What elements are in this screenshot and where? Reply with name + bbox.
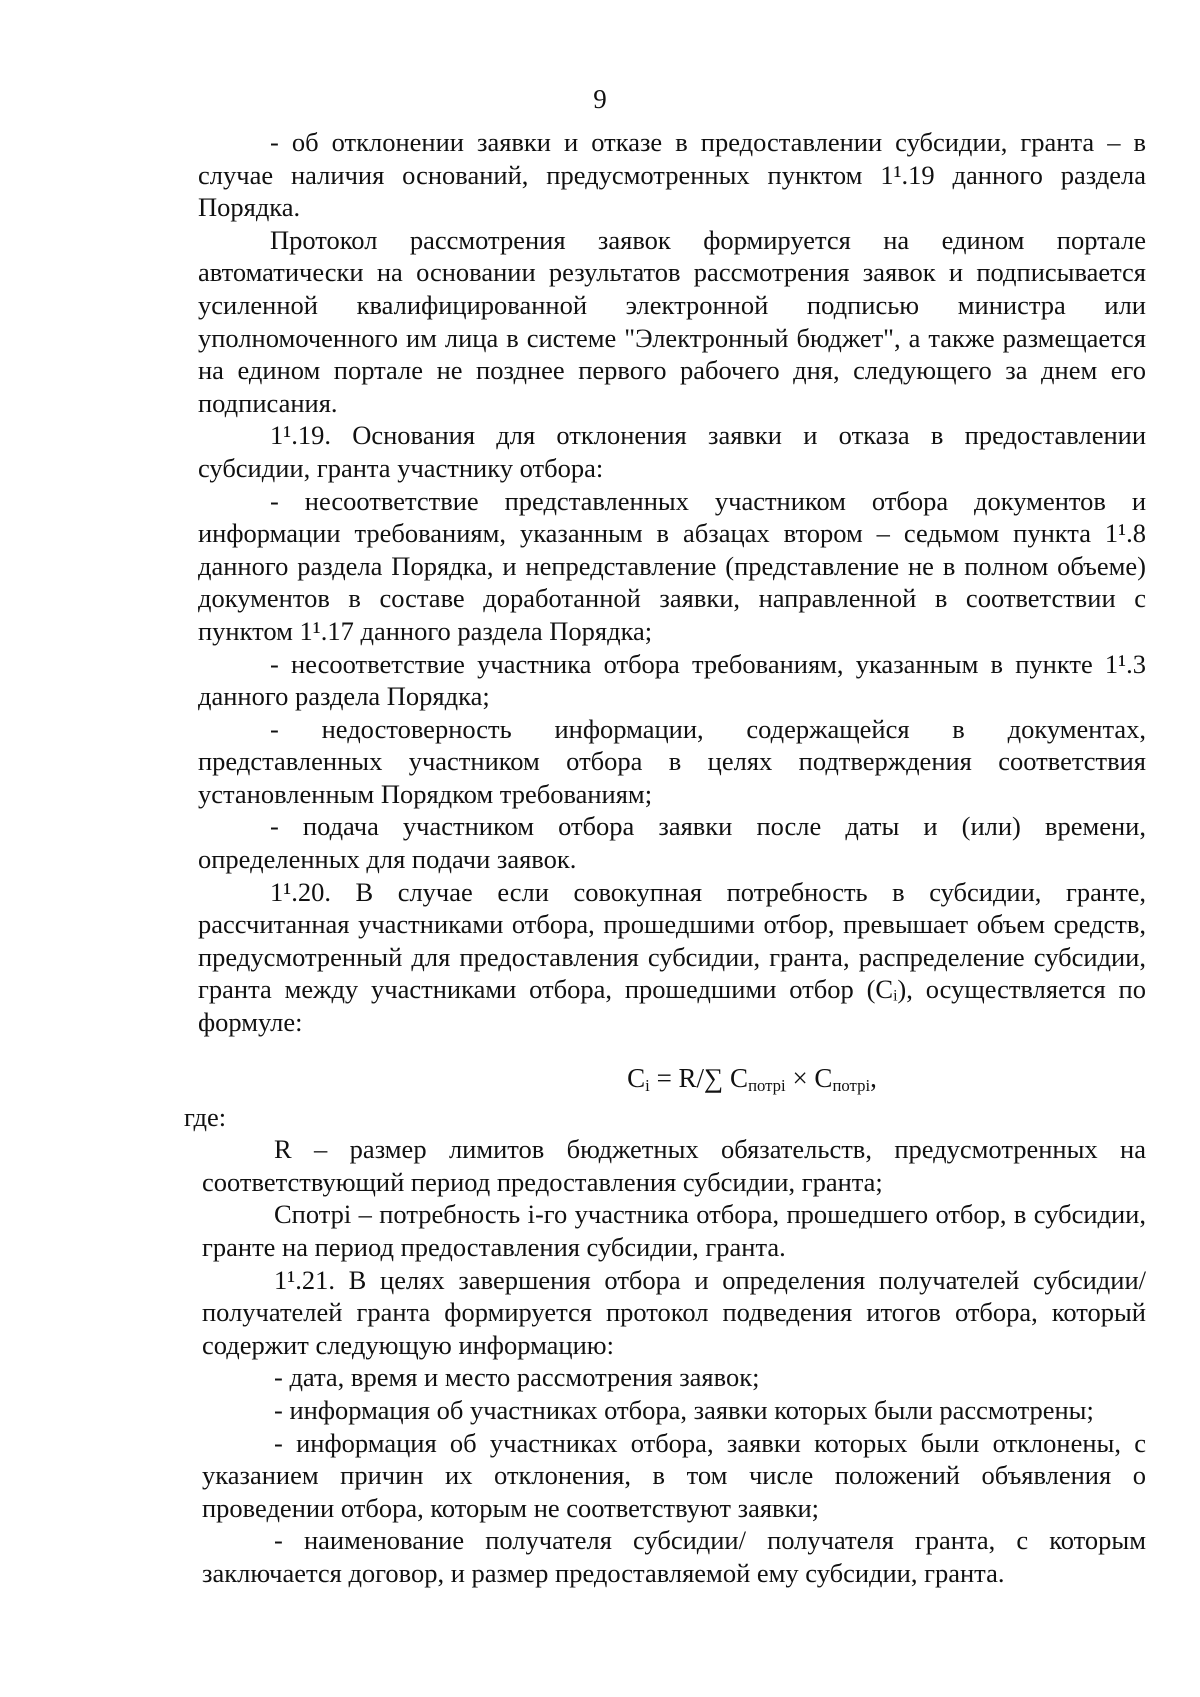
lower-section	[202, 1133, 1146, 1589]
paragraph-clause-1-20: 1¹.20. В случае если совокупная потребность в субсидии, гранте, рассчитанная участниками отбора, прошедшими отбор, превышает объем средств, предусмотренный для предоставления субсидии, гранта, распределение субсидии, гранта между участниками отбора, прошедшими отбор (Cᵢ), осуществляется по формуле:	[198, 876, 1146, 1038]
paragraph-ground-documents: - несоответствие представленных участником отбора документов и информации требованиям, указанным в абзацах втором – седьмом пункта 1¹.8 данного раздела Порядка, и непредставление (представление не в полном объеме) документов в составе доработанной заявки, направленной в соответствии с пунктом 1¹.17 данного раздела Порядка;	[198, 485, 1146, 646]
paragraph-info-rejected: - информация об участниках отбора, заявки которых были отклонены, с указанием причин их отклонения, в том числе положений объявления о проведении отбора, которым не соответствуют заявки;	[202, 1427, 1146, 1523]
paragraph-info-reviewed: - информация об участниках отбора, заявки которых были рассмотрены;	[274, 1394, 1094, 1425]
where-label: где:	[184, 1101, 227, 1132]
paragraph-cpotr-definition: Cпотрi – потребность i-го участника отбора, прошедшего отбор, в субсидии, гранте на период предоставления субсидии, гранта.	[202, 1199, 1146, 1262]
paragraph-clause-1-21: 1¹.21. В целях завершения отбора и определения получателей субсидии/ получателей гранта формируется протокол подведения итогов отбора, который содержит следующую информацию:	[202, 1264, 1146, 1360]
paragraph-protocol: Протокол рассмотрения заявок формируется на едином портале автоматически на основании результатов рассмотрения заявок и подписывается усиленной квалифицированной электронной подписью министра или уполномоченного им лица в системе "Электронный бюджет", а также размещается на едином портале не позднее первого рабочего дня, следующего за днем его подписания.	[198, 224, 1146, 418]
paragraph-info-date: - дата, время и место рассмотрения заявок;	[274, 1362, 760, 1393]
paragraph-clause-1-19: 1¹.19. Основания для отклонения заявки и отказа в предоставлении субсидии, гранта участнику отбора:	[198, 420, 1146, 483]
page-number: 9	[593, 84, 607, 114]
paragraph-r-definition: R – размер лимитов бюджетных обязательств, предусмотренных на соответствующий период предоставления субсидии, гранта;	[202, 1134, 1146, 1197]
formula-sub-2: потрi	[832, 1075, 871, 1095]
paragraph-info-recipient: - наименование получателя субсидии/ получателя гранта, с которым заключается договор, и размер предоставляемой ему субсидии, гранта.	[202, 1525, 1146, 1588]
paragraph-ground-late: - подача участником отбора заявки после даты и (или) времени, определенных для подачи заявок.	[198, 811, 1146, 875]
paragraph-ground-requirements: - несоответствие участника отбора требованиям, указанным в пункте 1¹.3 данного раздела Порядка;	[198, 648, 1146, 712]
paragraph-ground-unreliable: - недостоверность информации, содержащейся в документах, представленных участником отбора в целях подтверждения соответствия установленным Порядком требованиям;	[198, 713, 1146, 809]
formula-lhs: C	[627, 1062, 646, 1093]
formula-lhs-sub: i	[645, 1075, 650, 1095]
paragraph-rejection-decision: - об отклонении заявки и отказе в предоставлении субсидии, гранта – в случае наличия оснований, предусмотренных пунктом 1¹.19 данного раздела Порядка.	[198, 127, 1146, 223]
formula-tail: ,	[870, 1062, 877, 1093]
distribution-formula	[198, 1061, 1146, 1095]
formula-times: × C	[785, 1062, 833, 1093]
formula-eq: = R/∑ C	[649, 1062, 749, 1093]
formula-sub-1: потрi	[748, 1075, 786, 1095]
document-body	[184, 126, 1146, 1590]
